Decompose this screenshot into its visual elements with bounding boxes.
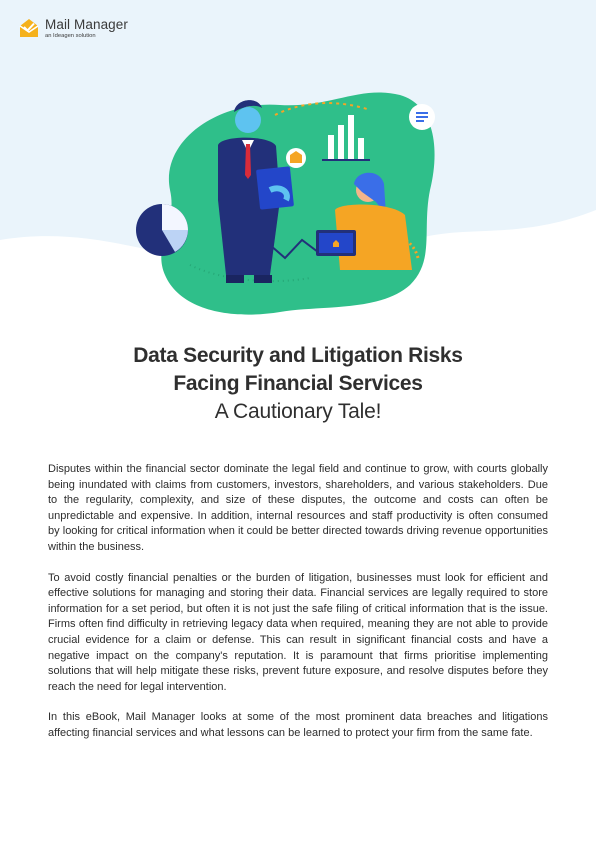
brand-logo	[18, 17, 128, 40]
body-text	[48, 462, 548, 757]
green-blob	[161, 92, 434, 314]
hero-illustration	[130, 80, 450, 320]
pie-chart-icon	[136, 204, 188, 256]
mail-manager-logo-icon	[18, 17, 40, 39]
title-line-2: Facing Financial Services	[173, 372, 423, 395]
title-subtitle: A Cautionary Tale!	[214, 400, 382, 423]
paragraph: To avoid costly financial penalties or the burden of litigation, businesses must look for efficient and effective solutions for managing and storing their data. Financial services are legally required to store information for a set period, but often it is not just the safe filing of critical information that is the issue. Firms often find difficulty in retrieving legacy data when required, meaning they are not able to provide crucial evidence for a claim or defense. This can result in significant financial costs and have a negative impact on the company's reputation. It is paramount that firms prioritise implementing solutions that will help mitigate these risks, prevent future exposure, and resolve disputes before they reach the need for legal intervention.	[48, 571, 548, 693]
envelope-icon	[286, 148, 306, 168]
logo-tagline: an Ideagen solution	[45, 33, 96, 39]
paragraph: Disputes within the financial sector dominate the legal field and continue to grow, with courts globally being inundated with claims from customers, investors, shareholders, and various stakeholders. Due to the regularity, complexity, and size of these disputes, the outcome and costs can often be unpredictable and expensive. In addition, internal resources and staff productivity is often consumed by looking for critical information when it could be better directed towards driving revenue opportunities within the business.	[48, 463, 548, 553]
laptop-icon	[256, 166, 294, 209]
page-title	[0, 342, 596, 426]
logo-name: Mail Manager	[45, 17, 128, 32]
chat-bubble-icon	[409, 104, 435, 130]
paragraph: In this eBook, Mail Manager looks at some of the most prominent data breaches and litigations affecting financial services and what lessons can be learned to protect your firm from the same fate.	[48, 711, 548, 739]
title-line-1: Data Security and Litigation Risks	[133, 344, 463, 367]
